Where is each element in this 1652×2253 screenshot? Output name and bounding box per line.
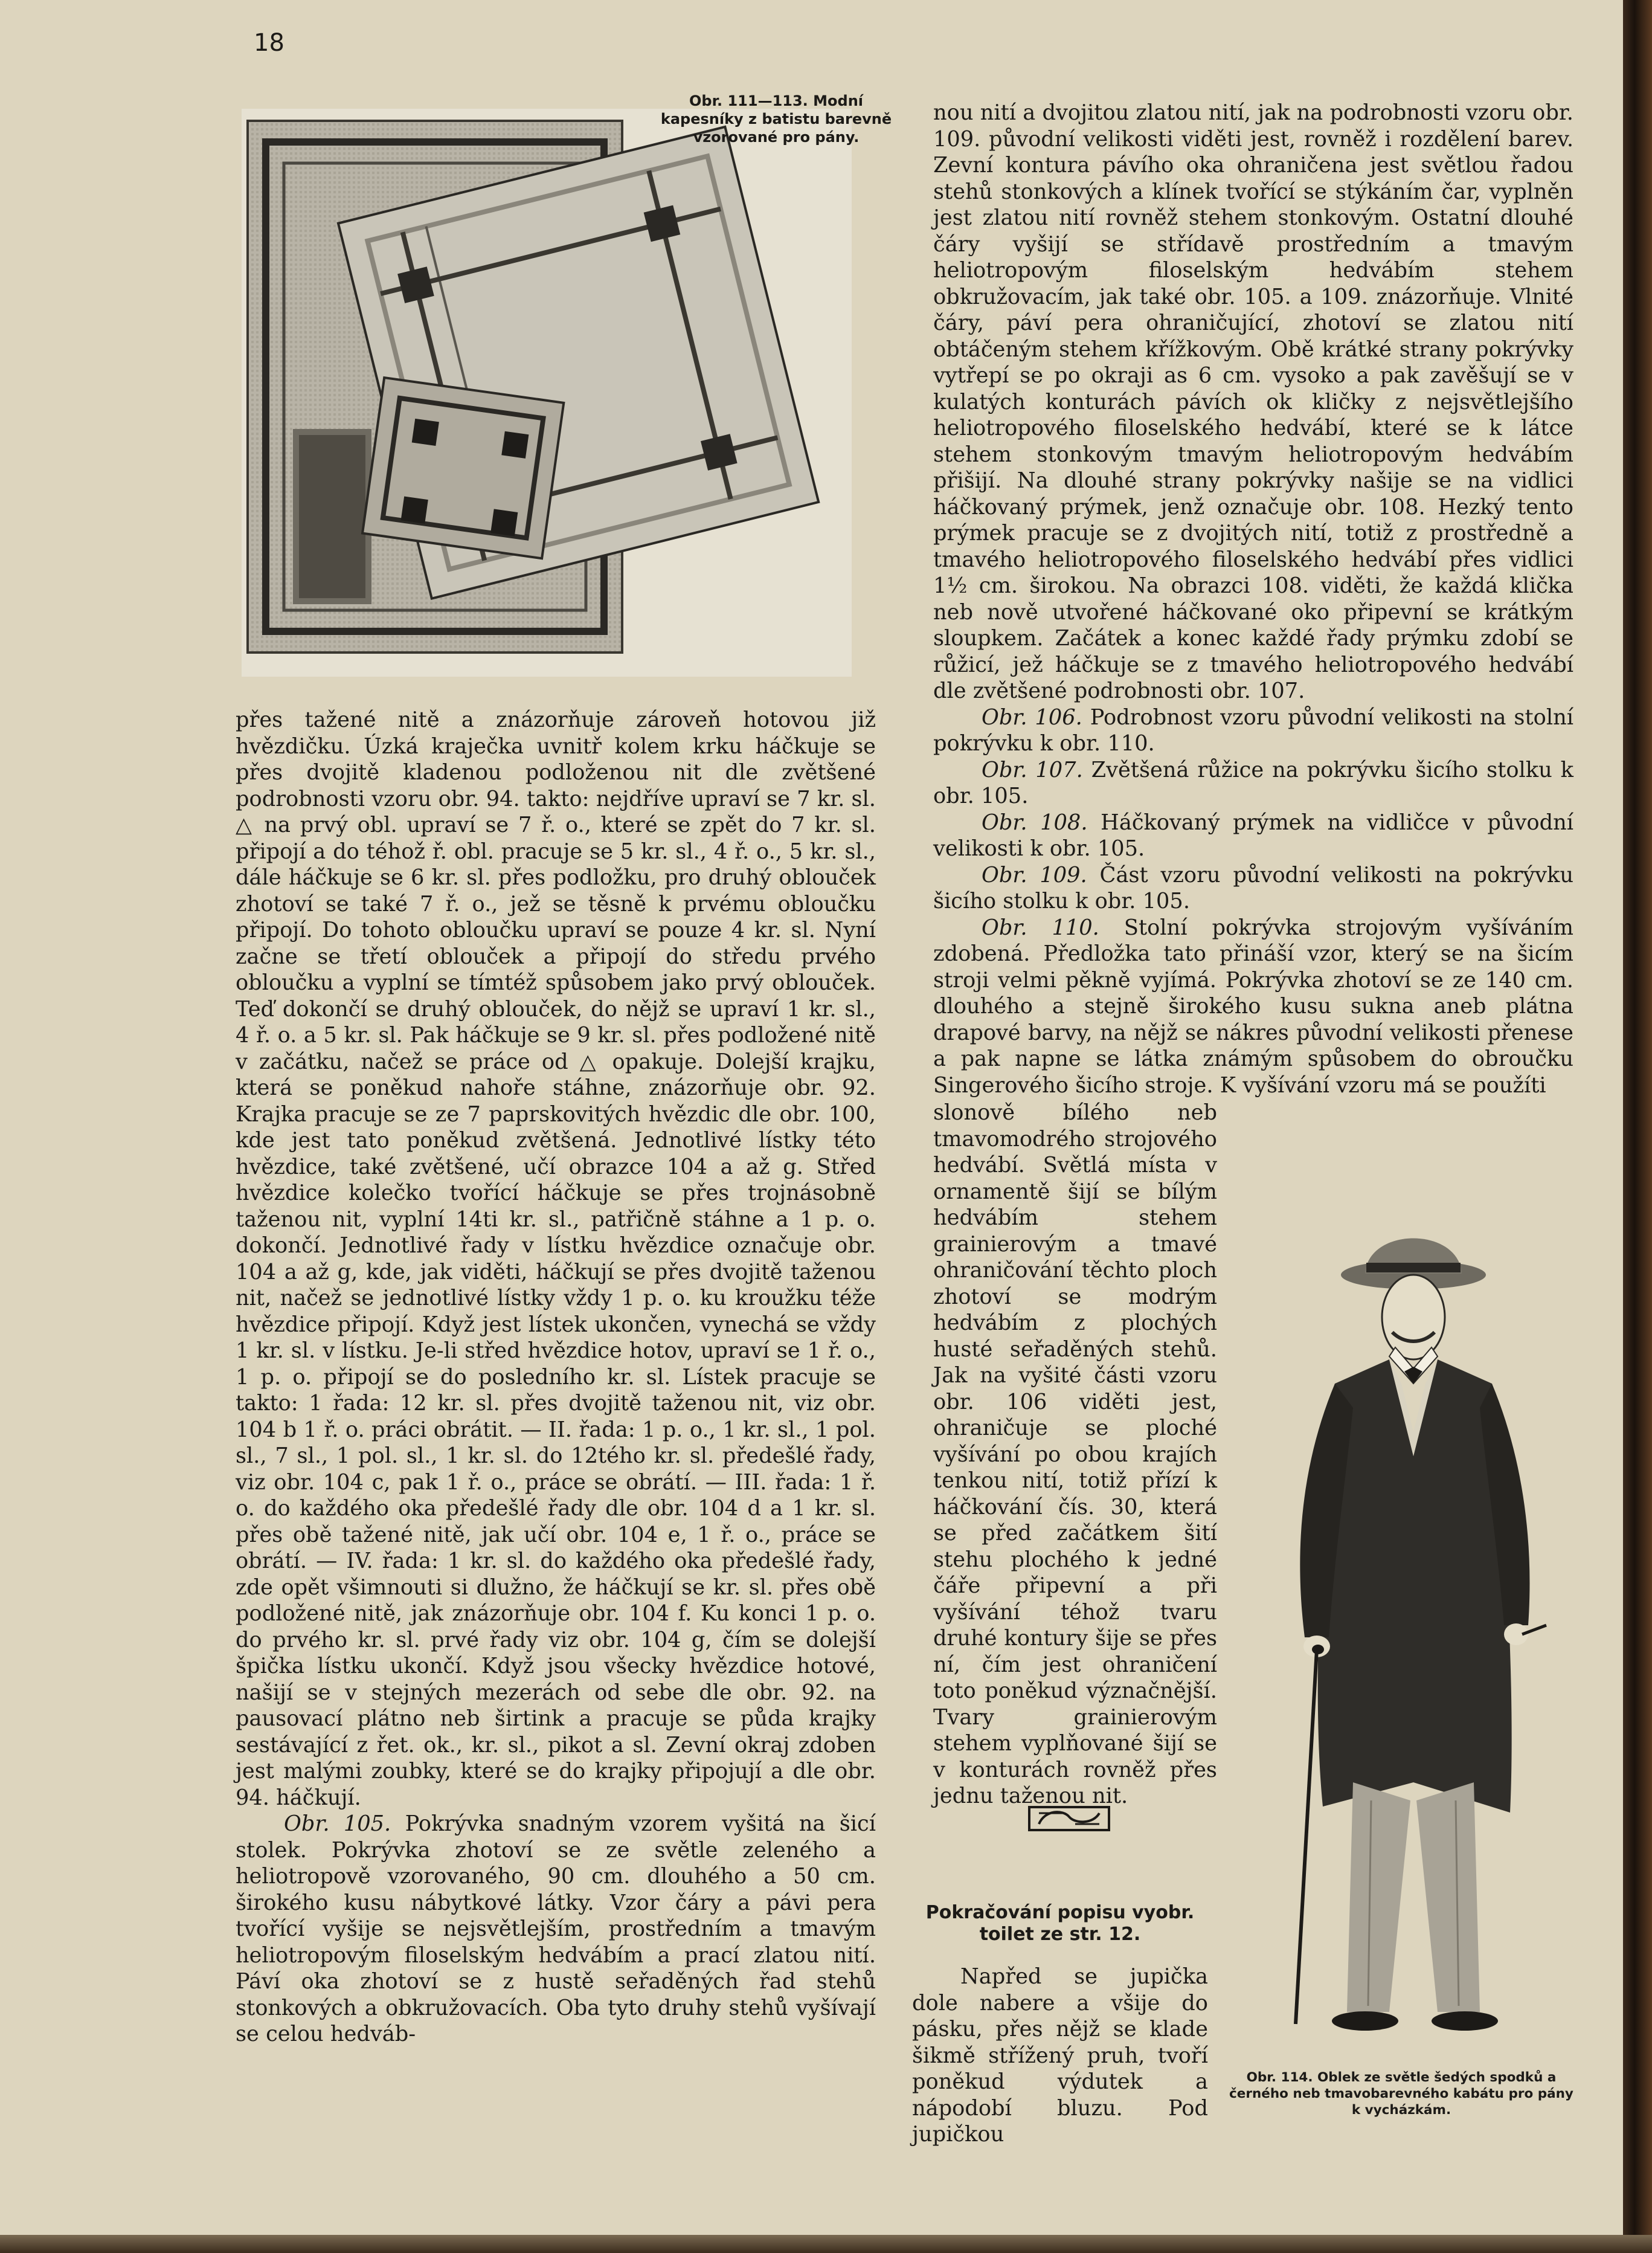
section-text: Napřed se jupička dole nabere a všije do pásku, přes nějž se klade šikmě střížený pruh, tvoří poněkud výdutek a nápodobí bluzu. Pod jupičkou — [912, 1964, 1208, 2147]
obr106-label: Obr. 106. — [982, 704, 1082, 730]
obr105-text: Pokrývka snadným vzorem vyšitá na šicí stolek. Pokrývka zhotoví se ze světle zeleného a heliotropově vzorovaného, 90 cm. dlouhého a 50 cm. širokého kusu nábytkové látky. Vzor čáry a pávi pera tvořící vyšije se nejsvětlejším, prostředním a tmavým heliotropovým filoselským hedvábím a prací zlatou nití. Páví oka zhotoví se z hustě seřaděných řad stehů stonkových a obkružovacích. Oba tyto druhy stehů vyšívají se celou hedváb- — [236, 1811, 876, 2046]
book-spine-edge — [1623, 0, 1652, 2253]
obr109-text: Část vzoru původní velikosti na pokrývku šicího stolku k obr. 105. — [933, 862, 1574, 914]
right-narrow-paragraph: slonově bílého neb tmavomodrého strojového hedvábí. Světlá místa v ornamentě šijí se bílým hedvábím stehem grainierovým a tmavé ohraničování těchto ploch zhotoví se modrým hedvábím z plochých husté seřaděných stehů. Jak na vyšité části vzoru obr. 106 viděti jest, ohraničuje se ploché vyšívání po obou krajích tenkou nití, totiž přízí k háčkování čís. 30, která se před začátkem šití stehu plochého k jedné čáře připevní a při vyšívání téhož tvaru druhé kontury šije se přes ní, čím jest ohraničení toto poněkud význačnější. Tvary grainierovým stehem vyplňované šijí se v konturách rovněž přes jednu taženou nit. — [933, 1100, 1217, 1808]
right-column — [933, 100, 1573, 1098]
obr107-paragraph — [933, 757, 1573, 810]
obr105-label: Obr. 105. — [284, 1811, 391, 1836]
obr109-label: Obr. 109. — [982, 862, 1087, 888]
page-bottom-edge — [0, 2235, 1652, 2253]
section-title: Pokračování popisu vyobr. toilet ze str. 12. — [925, 1902, 1195, 1945]
section-text-column — [912, 1964, 1208, 2148]
caption-bottom: Obr. 114. Oblek ze světle šedých spodků a černého neb tmavobarevného kabátu pro pány k vycházkám. — [1229, 2070, 1573, 2118]
obr108-text: Háčkovaný prýmek na vidličce v původní velikosti k obr. 105. — [933, 810, 1574, 861]
left-paragraph: přes tažené nitě a znázorňuje zároveň hotovou již hvězdičku. Úzká kraječka uvnitř kolem krku háčkuje se přes dvojitě kladenou podloženou nit dle zvětšené podrobnosti vzoru obr. 94. takto: nejdříve upraví se 7 kr. sl. △ na prvý obl. upraví se 7 ř. o., které se zpět do 7 kr. sl. připojí a do téhož ř. obl. pracuje se 5 kr. sl., 4 ř. o., 5 kr. sl., dále háčkuje se 6 kr. sl. přes podložku, pro druhý oblouček zhotoví se také 7 ř. o., jež se těsně k prvému obloučku připojí. Do tohoto obloučku upraví se pouze 4 kr. sl. Nyní začne se třetí oblouček a připojí do středu prvého obloučku a vyplní se tímtéž spůsobem jako prvý oblouček. Teď dokončí se druhý oblouček, do nějž se upraví 1 kr. sl., 4 ř. o. a 5 kr. sl. Pak háčkuje se 9 kr. sl. přes podložené nitě v začátku, načež se práce od △ opakuje. Dolejší krajku, která se poněkud nahoře stáhne, znázorňuje obr. 92. Krajka pracuje se ze 7 paprskovitých hvězdic dle obr. 100, kde jest tato poněkud zvětšená. Jednotlivé lístky této hvězdice, také zvětšené, učí obrazce 104 a až g. Střed hvězdice kolečko tvořící háčkuje se přes trojnásobně taženou nit, vyplní 14ti kr. sl., patřičně stáhne a 1 p. o. dokončí. Jednotlivé řady v lístku hvězdice označuje obr. 104 a až g, kde, jak viděti, háčkují se přes dvojitě taženou nit, načež se jednotlivé lístky vždy 1 p. o. ku kroužku téže hvězdice připojí. Když jest lístek ukončen, vynechá se vždy 1 kr. sl. v lístku. Je-li střed hvězdice hotov, upraví se 1 ř. o., 1 p. o. připojí se do posledního kr. sl. Lístek pracuje se takto: 1 řada: 12 kr. sl. přes dvojitě taženou nit, viz obr. 104 b 1 ř. o. práci obrátit. — II. řada: 1 p. o., 1 kr. sl., 1 pol. sl., 7 sl., 1 pol. sl., 1 kr. sl. do 12tého kr. sl. předešlé řady, viz obr. 104 c, pak 1 ř. o., práce se obrátí. — III. řada: 1 ř. o. do každého oka předešlé řady dle obr. 104 d a 1 kr. sl. přes obě tažené nitě, jak učí obr. 104 e, 1 ř. o., práce se obrátí. — IV. řada: 1 kr. sl. do každého oka předešlé řady, zde opět všimnouti si dlužno, že háčkují se kr. sl. přes obě podložené nitě, jak znázorňuje obr. 104 f. Ku konci 1 p. o. do prvého kr. sl. prvé řady viz obr. 104 g, čím se dolejší špička lístku ukončí. Když jsou všecky hvězdice hotové, našijí se v stejných mezerách od sebe dle obr. 92. na pausovací plátno neb širtink a pracuje se půda krajky sestávající z řet. ok., kr. sl., pikot a sl. Zevní okraj zdoben jest malými zoubky, které se do krajky připojují a dle obr. 94. háčkují. — [236, 707, 876, 1810]
obr107-label: Obr. 107. — [982, 757, 1083, 782]
obr106-paragraph — [933, 704, 1573, 757]
gentleman-illustration — [1232, 1202, 1619, 2042]
right-top-paragraph: nou nití a dvojitou zlatou nití, jak na podrobnosti vzoru obr. 109. původní velikosti viděti jest, rovněž i rozdělení barev. Zevní kontura pávího oka ohraničena jest světlou řadou stehů stonkových a klínek tvořící se stýkáním čar, vyplněn jest zlatou nití rovněž stehem stonkovým. Ostatní dlouhé čáry vyšijí se střídavě prostředním a tmavým heliotropovým filoselským hedvábím stehem obkružovacím, jak také obr. 105. a 109. znázorňuje. Vlnité čáry, páví pera ohraničující, zhotoví se zlatou nití obtáčeným stehem křížkovým. Obě krátké strany pokrývky vytřepí se po okraji as 6 cm. vysoko a pak zavěšují se v kulatých konturách pávích ok kličky z nejsvětlejšího heliotropového filoselského hedvábí, které se k látce stehem stonkovým tmavým heliotropovým hedvábím přišijí. Na dlouhé strany pokrývky našije se na vidlici háčkovaný prýmek, jenž označuje obr. 108. Hezký tento prýmek pracuje se z dvojitých nití, totiž z prostředně a tmavého heliotropového filoselského hedvábí přes vidlici 1½ cm. širokou. Na obrazci 108. viděti, že každá klička neb nově utvořené háčkované oko připevní se krátkým sloupkem. Začátek a konec každé řady prýmku zdobí se růžicí, jež háčkuje se z tmavého heliotropového hedvábí dle zvětšené podrobnosti obr. 107. — [933, 100, 1573, 703]
obr108-paragraph — [933, 810, 1573, 862]
left-column — [236, 707, 876, 2048]
obr106-text: Podrobnost vzoru původní velikosti na stolní pokrývku k obr. 110. — [933, 704, 1573, 756]
ornament-icon — [1027, 1803, 1111, 1834]
obr110-paragraph — [933, 915, 1573, 1099]
page-number: 18 — [254, 29, 284, 57]
caption-top: Obr. 111—113. Modní kapesníky z batistu barevně vzorované pro pány. — [660, 92, 892, 146]
obr108-label: Obr. 108. — [982, 810, 1088, 835]
obr110-label: Obr. 110. — [982, 915, 1099, 940]
handkerchiefs-illustration — [242, 109, 852, 677]
obr107-text: Zvětšená růžice na pokrývku šicího stolku k obr. 105. — [933, 757, 1574, 808]
right-narrow-column — [933, 1100, 1217, 1810]
handkerchiefs-photo — [242, 109, 852, 677]
obr109-paragraph — [933, 862, 1573, 915]
obr110-text: Stolní pokrývka strojovým vyšíváním zdobená. Předložka tato přináší vzor, který se na šicím stroji velmi pěkně vyjímá. Pokrývka zhotoví se ze 140 cm. dlouhého a stejně širokého kusu sukna aneb plátna drapové barvy, na nějž se nákres původní velikosti přenese a pak napne se látka známým spůsobem do obroučku Singerového šicího stroje. K vyšívání vzoru má se použíti — [933, 915, 1573, 1098]
obr105-paragraph — [236, 1811, 876, 2048]
